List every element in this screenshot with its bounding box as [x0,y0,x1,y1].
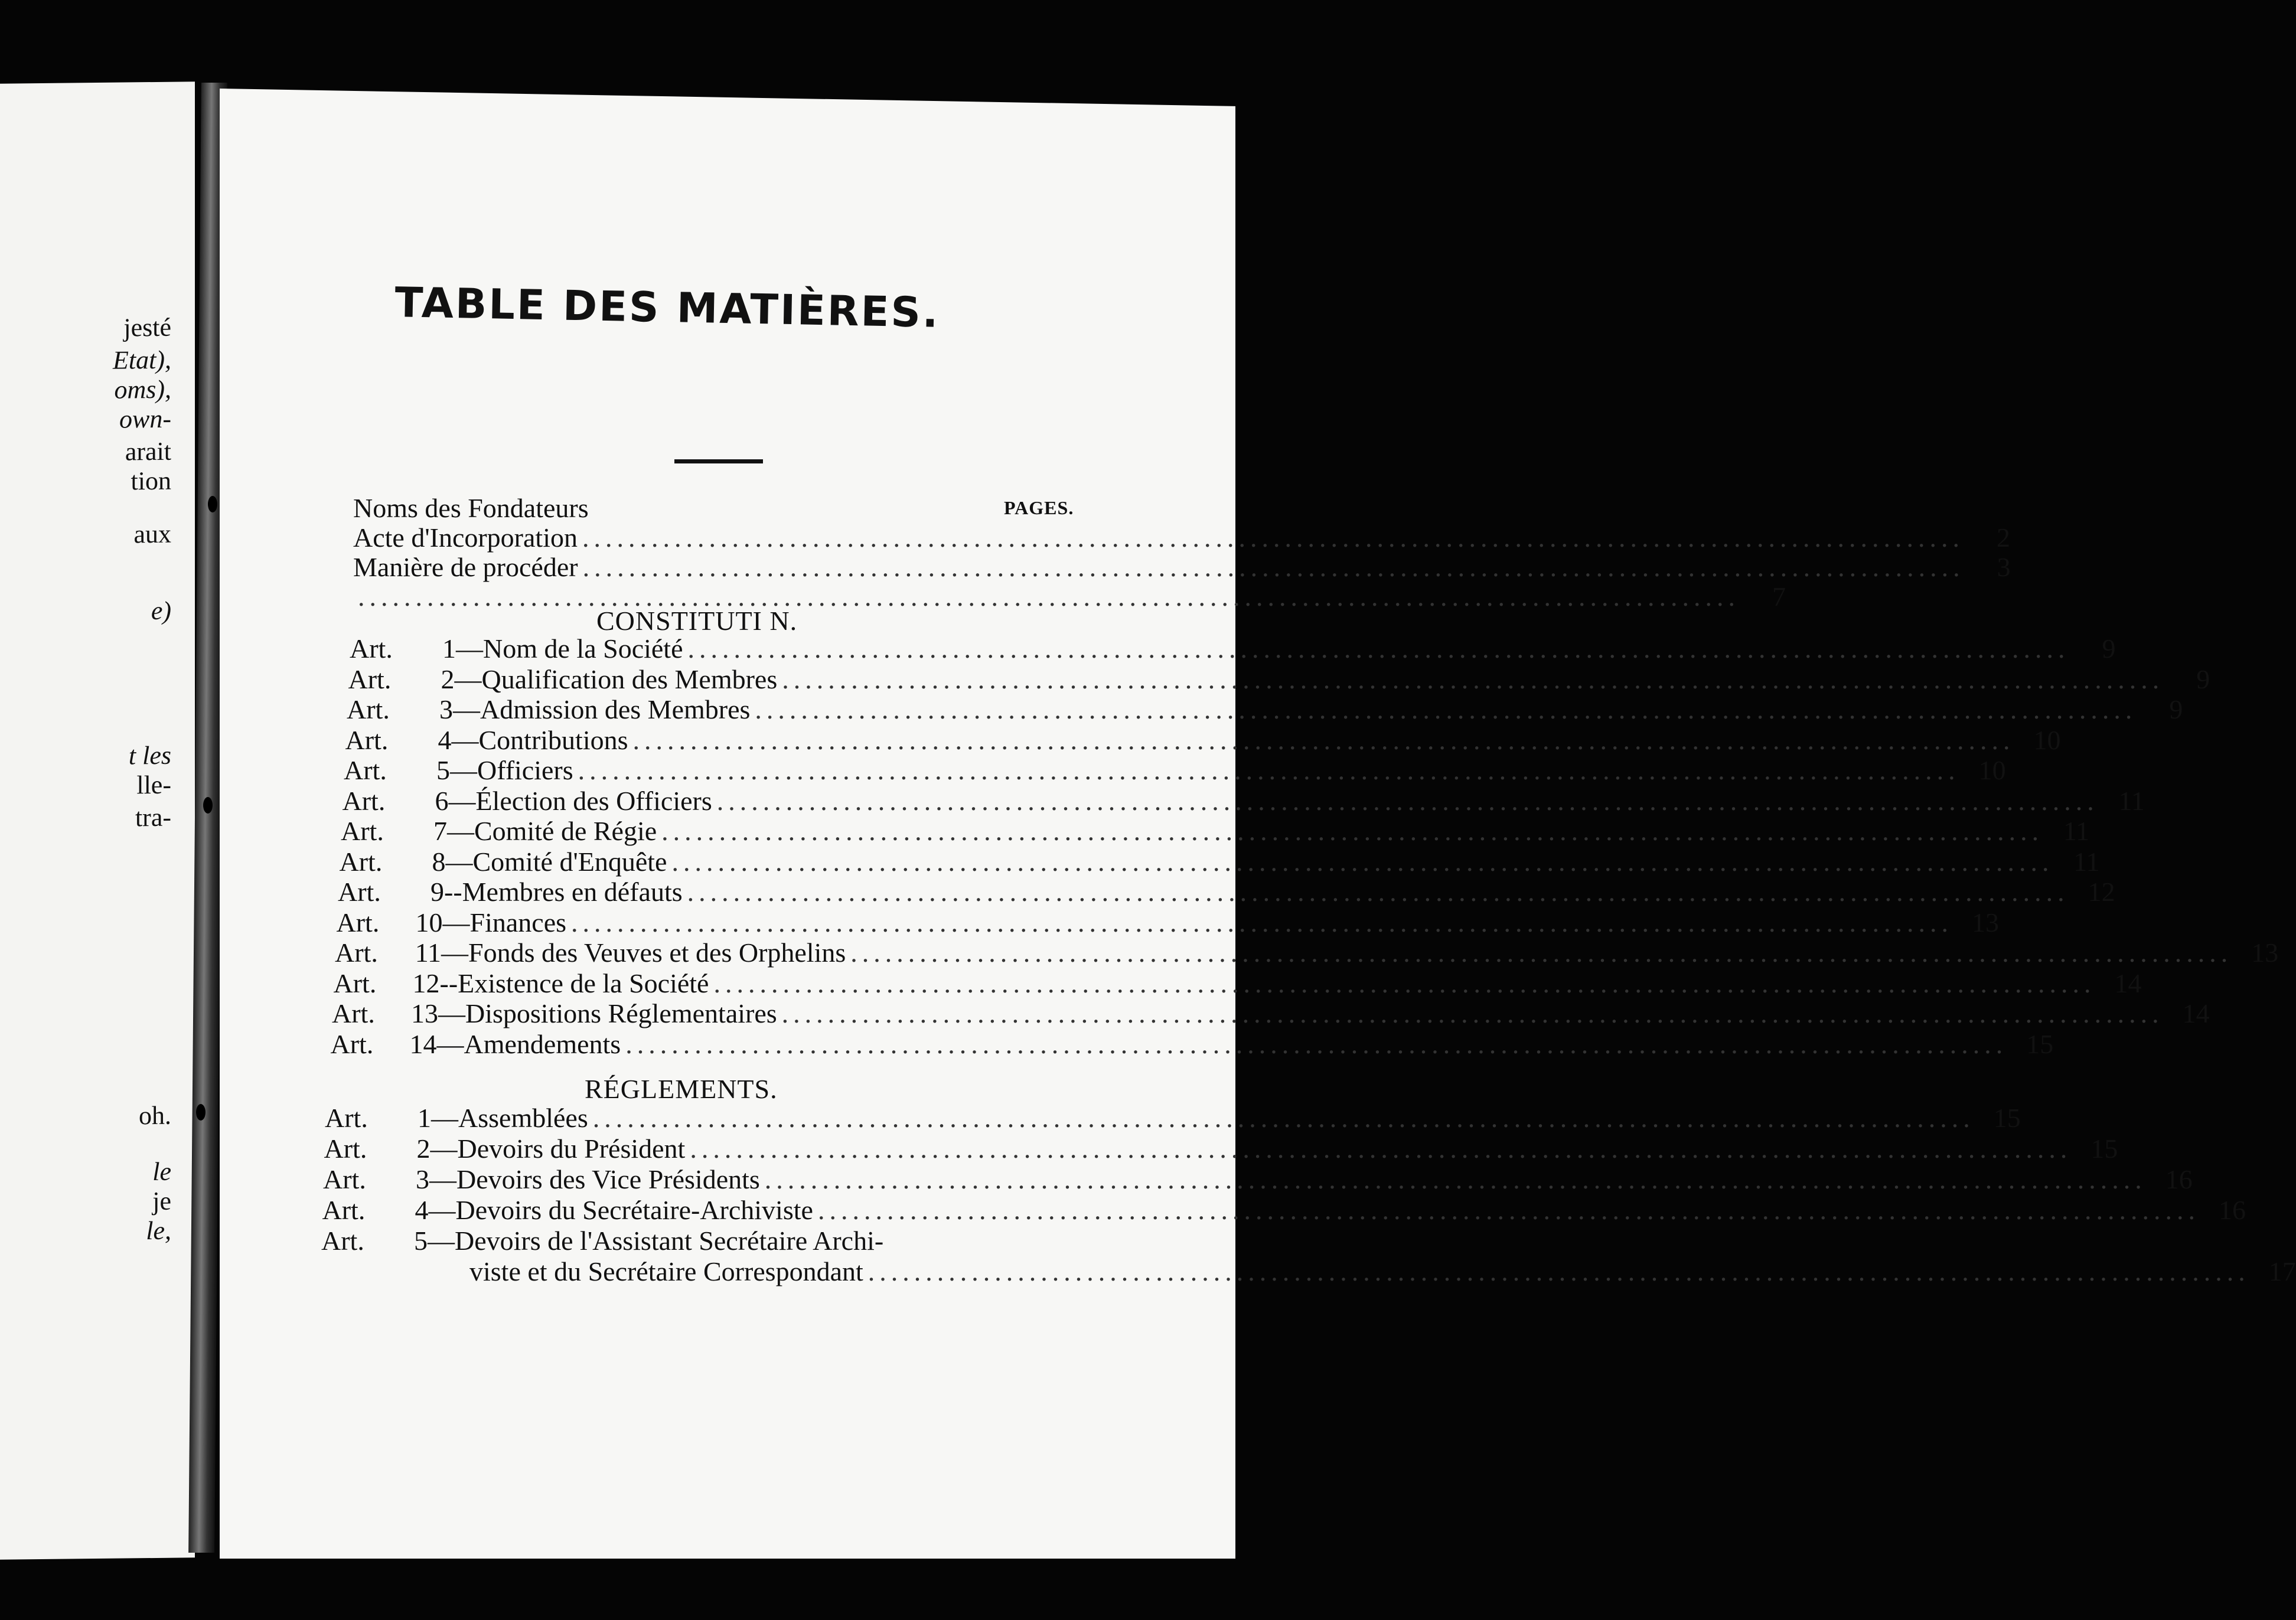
page-number: 14 [2114,968,2142,998]
article-label: Art. [345,724,389,755]
page-number: 7 [1772,582,1786,612]
left-page-text-fragment: arait [125,436,171,466]
dot-leader: ........................................................................................................................ [781,998,2164,1028]
article-label: Art. [336,907,380,938]
toc-row [347,694,2183,725]
page-number: 10 [2033,724,2061,755]
article-label: Art. [330,1028,374,1059]
page-number: 15 [2090,1134,2118,1164]
article-number: 1 [418,1103,431,1133]
toc-row [350,633,2116,664]
dot-leader: ........................................................................................................................ [358,582,1740,612]
entry-title: —Finances [442,907,567,938]
article-number: 4 [415,1195,429,1225]
dot-leader: ........................................................................................................................ [632,724,2015,755]
article-label: Art. [341,816,384,846]
entry-title: —Assemblées [431,1103,588,1133]
pages-column-header: PAGES. [1004,497,1074,518]
toc-row [353,552,2011,583]
page-number: 14 [2182,998,2210,1028]
dot-leader: ........................................................................................................................ [571,907,1953,938]
page-number: 3 [1997,552,2011,582]
article-label: Art. [347,694,390,724]
toc-row [344,755,2006,786]
page-number: 9 [2196,664,2210,694]
entry-title: Noms des Fondateurs [353,493,589,523]
dot-leader: ........................................................................................................................ [690,1134,2072,1164]
toc-row [325,1103,2021,1134]
entry-title: Manière de procéder [353,552,578,582]
article-number: 14 [409,1028,437,1059]
article-label: Art. [322,1195,366,1225]
binding-notch [208,496,217,512]
entry-title: --Membres en défauts [444,877,683,907]
toc-row [353,493,1091,524]
article-number: 6 [435,785,449,816]
article-number: 13 [411,998,438,1028]
entry-title: —Officiers [450,755,573,785]
toc-row [324,1134,2118,1164]
toc-row [338,877,2115,907]
toc-row [353,522,2010,553]
article-number: 12 [412,968,440,998]
binding-notch [203,797,213,814]
toc-row [322,1195,2246,1226]
page-number: 9 [2102,633,2116,664]
toc-row [469,1256,2296,1287]
binding-notch [196,1104,206,1121]
entry-title: viste et du Secrétaire Correspondant [469,1256,863,1286]
entry-title: —Devoirs des Vice Présidents [429,1164,760,1194]
page-number: 11 [2073,846,2100,877]
dot-leader: ........................................................................................................................ [578,755,1960,785]
article-label: Art. [344,755,387,785]
article-label: Art. [332,998,375,1028]
dot-leader: ........................................................................................................................ [687,877,2069,907]
article-number: 9 [430,877,444,907]
article-label: Art. [350,633,393,664]
article-number: 1 [442,633,456,664]
entry-title: —Dispositions Réglementaires [438,998,777,1028]
entry-title: —Devoirs du Secrétaire-Archiviste [428,1195,813,1225]
left-page-text-fragment: e) [151,596,171,626]
toc-row [345,724,2061,756]
dot-leader: ........................................................................................................................ [850,938,2233,968]
toc-row [332,998,2210,1029]
page-number: 9 [2169,694,2183,724]
title-rule [674,459,763,463]
toc-row [339,846,2100,877]
entry-title: —Devoirs de l'Assistant Secrétaire Archi- [428,1226,884,1256]
article-number: 2 [441,664,455,694]
toc-row [348,664,2210,695]
article-number: 5 [436,755,450,785]
left-page-text-fragment: le, [146,1216,171,1246]
entry-title: Acte d'Incorporation [353,522,578,553]
left-page-text-fragment: aux [133,519,171,549]
dot-leader: ........................................................................................................................ [867,1256,2250,1286]
left-page-text-fragment: oh. [139,1100,171,1131]
left-page-text-fragment: jesté [123,312,171,342]
toc-row [323,1164,2193,1195]
toc-row [335,938,2279,968]
dot-leader: ........................................................................................................................ [625,1028,2008,1059]
article-number: 8 [432,846,446,877]
left-page-text-fragment: Etat), [113,345,171,375]
article-label: Art. [333,968,377,998]
page-number: 2 [1996,522,2010,553]
dot-leader: ........................................................................................................................ [764,1164,2147,1194]
left-page-text-fragment: je [152,1186,171,1216]
page-number: 16 [2218,1195,2246,1225]
page-number: 11 [2118,785,2145,816]
article-number: 5 [414,1226,428,1256]
dot-leader: ........................................................................................................................ [671,846,2054,877]
left-page [0,81,195,1559]
article-number: 4 [438,724,452,755]
dot-leader: ........................................................................................................................ [755,694,2137,724]
toc-row [336,907,2000,938]
dot-leader: ........................................................................................................................ [582,522,1964,553]
page-number: 16 [2165,1164,2193,1194]
section-heading-constitution: CONSTITUTI N. [596,606,798,636]
page-number: 13 [2251,938,2279,968]
dot-leader: ........................................................................................................................ [582,552,1965,582]
entry-title: —Élection des Officiers [448,785,712,816]
article-label: Art. [338,877,381,907]
dot-leader: ........................................................................................................................ [661,816,2044,846]
toc-row [341,816,2090,847]
entry-title: —Fonds des Veuves et des Orphelins [441,938,846,968]
left-page-text-fragment: t les [128,740,171,770]
page-number: 13 [1972,907,2000,938]
entry-title: —Comité de Régie [447,816,657,846]
entry-title: —Comité d'Enquête [445,846,667,877]
left-page-text-fragment: tion [131,466,171,496]
left-page-text-fragment: lle- [136,770,171,800]
left-page-text-fragment: oms), [114,374,171,404]
dot-leader: ........................................................................................................................ [782,664,2164,694]
page-number: 15 [1993,1103,2021,1133]
article-number: 11 [415,938,441,968]
article-label: Art. [321,1226,364,1256]
dot-leader: ........................................................................................................................ [713,968,2096,998]
dot-leader: ........................................................................................................................ [817,1195,2200,1225]
article-number: 2 [416,1134,430,1164]
article-number: 3 [439,694,453,724]
section-heading-reglements: RÉGLEMENTS. [585,1074,778,1104]
article-label: Art. [342,785,386,816]
entry-title: —Qualification des Membres [454,664,778,694]
article-label: Art. [323,1164,366,1194]
article-label: Art. [335,938,378,968]
dot-leader: ........................................................................................................................ [716,785,2099,816]
entry-title: —Devoirs du Président [430,1134,686,1164]
page-number: 15 [2026,1028,2054,1059]
entry-title: —Nom de la Société [456,633,683,664]
article-number: 3 [416,1164,429,1194]
article-number: 7 [433,816,447,846]
article-number: 10 [415,907,443,938]
article-label: Art. [324,1134,367,1164]
left-page-text-fragment: le [152,1157,171,1187]
toc-row [342,785,2145,816]
toc-row [321,1226,1063,1256]
page-number: 12 [2088,877,2115,907]
entry-title: --Existence de la Société [439,968,709,998]
page-title: TABLE DES MATIÈRES. [394,278,941,337]
article-label: Art. [325,1103,368,1133]
left-page-text-fragment: own- [119,404,171,434]
dot-leader: ........................................................................................................................ [592,1103,1975,1133]
toc-row [333,968,2142,999]
entry-title: —Admission des Membres [453,694,751,724]
page-number: 10 [1978,755,2006,785]
page-number: 11 [2063,816,2090,846]
left-page-text-fragment: tra- [135,802,171,832]
entry-title: —Contributions [451,724,628,755]
article-label: Art. [339,846,383,877]
dot-leader: ........................................................................................................................ [687,633,2070,664]
article-label: Art. [348,664,392,694]
entry-title: —Amendements [436,1028,621,1059]
page-number: 17 [2268,1256,2296,1286]
toc-row [330,1028,2054,1060]
